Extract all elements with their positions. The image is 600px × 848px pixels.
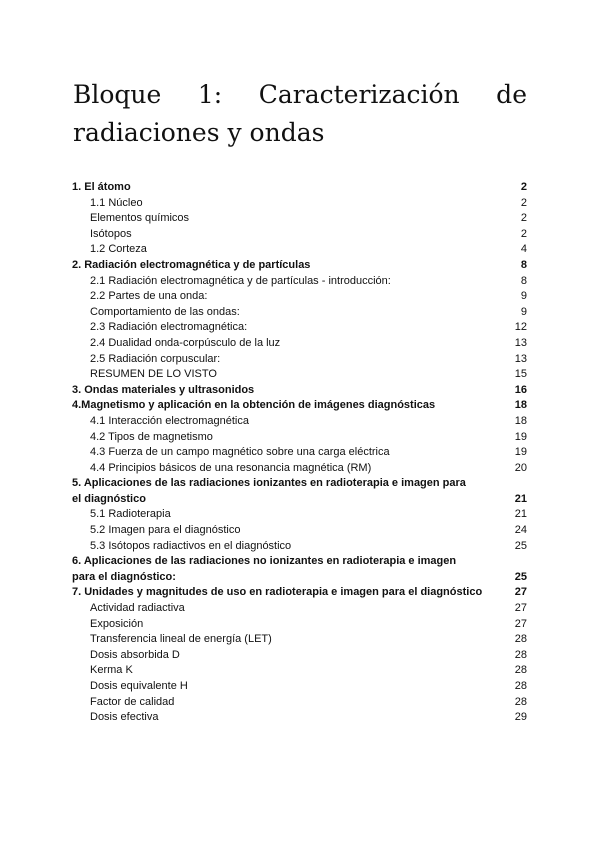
toc-entry-label: 1.2 Corteza [90,243,147,256]
toc-entry-label: 2.2 Partes de una onda: [90,290,208,303]
toc-subsection-entry[interactable] [72,367,527,383]
toc-entry-label: Factor de calidad [90,695,175,708]
toc-section-entry[interactable] [72,554,527,585]
toc-entry-page-number: 2 [520,227,527,240]
toc-entry-page-number: 21 [514,492,527,505]
toc-subsection-entry[interactable] [72,601,527,617]
toc-entry-label: Isótopos [90,227,132,240]
toc-section-entry[interactable] [72,476,527,507]
toc-entry-label: 5. Aplicaciones de las radiaciones ionizantes en radioterapia e imagen para el diagnóstico [72,477,466,505]
title-line-2: radiaciones y ondas [73,118,325,147]
toc-subsection-entry[interactable] [72,539,527,555]
toc-entry-page-number: 8 [520,274,527,287]
toc-entry-label: Exposición [90,617,144,630]
toc-entry-label: 5.2 Imagen para el diagnóstico [90,524,241,537]
toc-subsection-entry[interactable] [72,507,527,523]
toc-subsection-entry[interactable] [72,430,527,446]
toc-entry-label: 1.1 Núcleo [90,196,143,209]
toc-entry-label: 6. Aplicaciones de las radiaciones no ionizantes en radioterapia e imagen para el diagnóstico: [72,555,457,583]
toc-entry-page-number: 15 [514,368,527,381]
toc-entry-page-number: 19 [514,446,527,459]
toc-entry-page-number: 27 [514,617,527,630]
toc-section-entry[interactable] [72,258,527,274]
toc-subsection-entry[interactable] [72,695,527,711]
toc-entry-label: 4.4 Principios básicos de una resonancia magnética (RM) [90,461,372,474]
toc-section-entry[interactable] [72,398,527,414]
toc-entry-page-number: 28 [514,664,527,677]
toc-subsection-entry[interactable] [72,523,527,539]
toc-entry-label: 3. Ondas materiales y ultrasonidos [72,383,255,396]
toc-entry-page-number: 4 [520,243,527,256]
toc-entry-label: Dosis efectiva [90,711,159,724]
toc-entry-label: 5.3 Isótopos radiactivos en el diagnóstico [90,539,292,552]
toc-entry-label: Actividad radiactiva [90,602,185,615]
toc-entry-page-number: 24 [514,524,527,537]
table-of-contents [72,180,527,726]
toc-entry-label: 4.3 Fuerza de un campo magnético sobre una carga eléctrica [90,446,390,459]
toc-subsection-entry[interactable] [72,679,527,695]
toc-entry-label: Elementos químicos [90,212,190,225]
toc-subsection-entry[interactable] [72,352,527,368]
toc-entry-label: 5.1 Radioterapia [90,508,171,521]
toc-subsection-entry[interactable] [72,242,527,258]
toc-subsection-entry[interactable] [72,274,527,290]
toc-entry-page-number: 13 [514,336,527,349]
toc-entry-page-number: 8 [520,258,527,271]
toc-entry-label: 7. Unidades y magnitudes de uso en radioterapia e imagen para el diagnóstico [72,586,483,599]
toc-subsection-entry[interactable] [72,211,527,227]
toc-entry-page-number: 16 [514,383,527,396]
toc-subsection-entry[interactable] [72,461,527,477]
toc-entry-page-number: 9 [520,290,527,303]
toc-entry-page-number: 18 [514,414,527,427]
toc-subsection-entry[interactable] [72,305,527,321]
toc-entry-page-number: 29 [514,711,527,724]
page-title [73,76,527,152]
toc-entry-label: 2.1 Radiación electromagnética y de partículas - introducción: [90,274,391,287]
toc-entry-page-number: 18 [514,399,527,412]
toc-entry-page-number: 28 [514,695,527,708]
toc-entry-label: 4.1 Interacción electromagnética [90,414,249,427]
toc-subsection-entry[interactable] [72,289,527,305]
toc-subsection-entry[interactable] [72,663,527,679]
toc-entry-page-number: 28 [514,633,527,646]
toc-subsection-entry[interactable] [72,710,527,726]
toc-subsection-entry[interactable] [72,227,527,243]
toc-subsection-entry[interactable] [72,648,527,664]
toc-entry-page-number: 28 [514,680,527,692]
toc-subsection-entry[interactable] [72,632,527,648]
toc-entry-label: 2. Radiación electromagnética y de partículas [72,258,311,271]
toc-entry-page-number: 28 [514,648,527,661]
toc-entry-page-number: 13 [514,352,527,365]
toc-entry-page-number: 9 [520,305,527,318]
toc-entry-label: Dosis equivalente H [90,680,188,692]
toc-subsection-entry[interactable] [72,445,527,461]
toc-entry-label: 2.4 Dualidad onda-corpúsculo de la luz [90,336,281,349]
toc-subsection-entry[interactable] [72,617,527,633]
toc-entry-label: Comportamiento de las ondas: [90,305,240,318]
toc-entry-label: 2.5 Radiación corpuscular: [90,352,221,365]
toc-section-entry[interactable] [72,180,527,196]
toc-entry-label: 4.Magnetismo y aplicación en la obtención de imágenes diagnósticas [72,399,436,412]
toc-subsection-entry[interactable] [72,320,527,336]
toc-entry-page-number: 21 [514,508,527,521]
toc-entry-page-number: 25 [514,539,527,552]
toc-entry-page-number: 2 [520,181,527,193]
toc-entry-page-number: 27 [514,586,527,599]
toc-entry-page-number: 2 [520,212,527,225]
toc-entry-page-number: 25 [514,570,527,583]
toc-entry-label: 4.2 Tipos de magnetismo [90,430,213,443]
toc-entry-label: Kerma K [90,664,133,677]
toc-entry-label: Dosis absorbida D [90,648,180,661]
toc-section-entry[interactable] [72,383,527,399]
toc-entry-label: 2.3 Radiación electromagnética: [90,321,248,334]
title-line-1: Bloque 1: Caracterización de [73,80,527,109]
toc-entry-label: Transferencia lineal de energía (LET) [90,633,272,646]
toc-subsection-entry[interactable] [72,414,527,430]
toc-subsection-entry[interactable] [72,196,527,212]
toc-section-entry[interactable] [72,585,527,601]
toc-entry-page-number: 19 [514,430,527,443]
toc-entry-label: 1. El átomo [72,181,131,193]
toc-subsection-entry[interactable] [72,336,527,352]
toc-entry-page-number: 2 [520,196,527,209]
toc-entry-page-number: 20 [514,461,527,474]
toc-entry-page-number: 12 [514,321,527,334]
toc-entry-page-number: 27 [514,602,527,615]
toc-entry-label: RESUMEN DE LO VISTO [90,368,217,381]
